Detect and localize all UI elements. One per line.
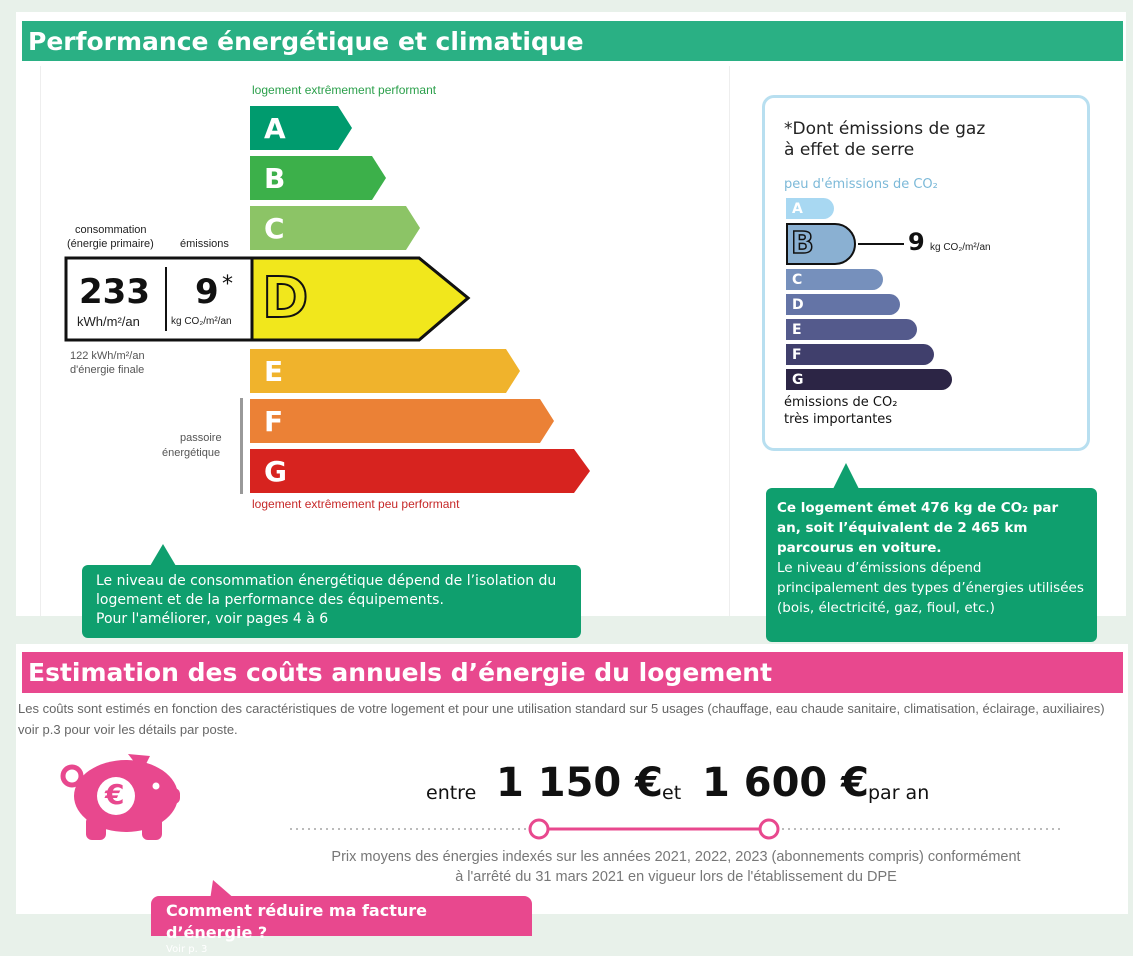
cost-range-line bbox=[288, 814, 1063, 844]
energy-bubble-link[interactable]: Pour l'améliorer, voir pages 4 à 6 bbox=[96, 611, 329, 627]
ges-current-letter: B bbox=[791, 226, 814, 261]
costs-description: Les coûts sont estimés en fonction des caractéristiques de votre logement et pour une utilisation standard sur 5 usages (chauffage, eau chaude sanitaire, climatisation, éclairage, auxiliaires) voir p.3 pour voir les détails par poste. bbox=[18, 701, 1105, 737]
ges-unit: kg CO₂/m²/an bbox=[930, 242, 991, 253]
ges-title-2: à effet de serre bbox=[784, 140, 915, 160]
ges-bar-g: G bbox=[786, 369, 952, 390]
ges-bar-a: A bbox=[786, 198, 834, 219]
cost-max-marker bbox=[760, 820, 778, 838]
energy-info-bubble bbox=[82, 565, 581, 638]
reduce-bill-sub: Voir p. 3 bbox=[166, 944, 208, 955]
passoire-label-1: passoire bbox=[180, 432, 222, 444]
consumption-label-2: (énergie primaire) bbox=[67, 238, 154, 250]
reduce-bill-label: Comment réduire ma facture d’énergie ? bbox=[166, 901, 427, 942]
ges-title-1: *Dont émissions de gaz bbox=[784, 119, 986, 139]
ges-bubble-bold: Ce logement émet 476 kg de CO₂ par an, soit l’équivalent de 2 465 km parcourus en voiture. bbox=[777, 500, 1059, 556]
energy-bubble-text: Le niveau de consommation énergétique dépend de l’isolation du logement et de la performance des équipements. bbox=[96, 573, 557, 608]
ges-info-bubble bbox=[766, 488, 1097, 642]
cost-min: 1 150 € bbox=[496, 760, 664, 806]
ges-bar-c: C bbox=[786, 269, 883, 290]
emissions-star: * bbox=[222, 272, 233, 297]
cost-and: et bbox=[662, 782, 682, 804]
ges-bar-d: D bbox=[786, 294, 900, 315]
energy-letter-c: C bbox=[264, 211, 285, 245]
cost-per-year: par an bbox=[868, 782, 930, 804]
final-energy-2: d'énergie finale bbox=[70, 364, 145, 376]
consumption-value: 233 bbox=[79, 272, 150, 312]
energy-letter-b: B bbox=[264, 161, 286, 195]
energy-letter-g: G bbox=[264, 454, 287, 488]
energy-top-label: logement extrêmement performant bbox=[252, 83, 437, 97]
bubble-pointer-energy bbox=[150, 544, 176, 566]
emissions-label: émissions bbox=[180, 238, 229, 250]
ges-bar-e: E bbox=[786, 319, 917, 340]
reduce-bill-button[interactable] bbox=[151, 896, 532, 955]
cost-note-1: Prix moyens des énergies indexés sur les années 2021, 2022, 2023 (abonnements compris) conformément bbox=[331, 849, 1021, 865]
ges-top-label: peu d'émissions de CO₂ bbox=[784, 177, 938, 192]
cost-between: entre bbox=[426, 782, 477, 804]
emissions-value: 9 bbox=[195, 272, 219, 312]
final-energy-1: 122 kWh/m²/an bbox=[70, 350, 145, 362]
ges-value-line bbox=[858, 243, 904, 245]
passoire-label-2: énergétique bbox=[162, 447, 221, 459]
euro-symbol: € bbox=[105, 778, 125, 811]
passoire-bracket bbox=[240, 398, 243, 494]
energy-section-title: Performance énergétique et climatique bbox=[22, 21, 1123, 61]
ges-bar-f: F bbox=[786, 344, 934, 365]
consumption-label-1: consommation bbox=[75, 224, 147, 236]
energy-bottom-label: logement extrêmement peu performant bbox=[252, 497, 460, 511]
ges-bottom-label-2: très importantes bbox=[784, 412, 893, 427]
energy-current-letter: D bbox=[262, 266, 309, 331]
cost-min-marker bbox=[530, 820, 548, 838]
cost-max: 1 600 € bbox=[702, 760, 870, 806]
ges-bubble-text: Le niveau d’émissions dépend principalement des types d’énergies utilisées (bois, électricité, gaz, fioul, etc.) bbox=[777, 560, 1084, 616]
bubble-pointer-ges bbox=[833, 463, 859, 489]
energy-letter-a: A bbox=[264, 111, 286, 145]
energy-letter-f: F bbox=[264, 404, 284, 438]
consumption-unit: kWh/m²/an bbox=[77, 314, 140, 329]
ges-bottom-label-1: émissions de CO₂ bbox=[784, 395, 898, 410]
cost-note-2: à l'arrêté du 31 mars 2021 en vigueur lors de l'établissement du DPE bbox=[455, 869, 897, 885]
ges-value: 9 bbox=[908, 228, 925, 256]
costs-section-title: Estimation des coûts annuels d’énergie du logement bbox=[22, 652, 1123, 693]
emissions-unit: kg CO₂/m²/an bbox=[171, 316, 232, 327]
energy-letter-e: E bbox=[264, 354, 284, 388]
